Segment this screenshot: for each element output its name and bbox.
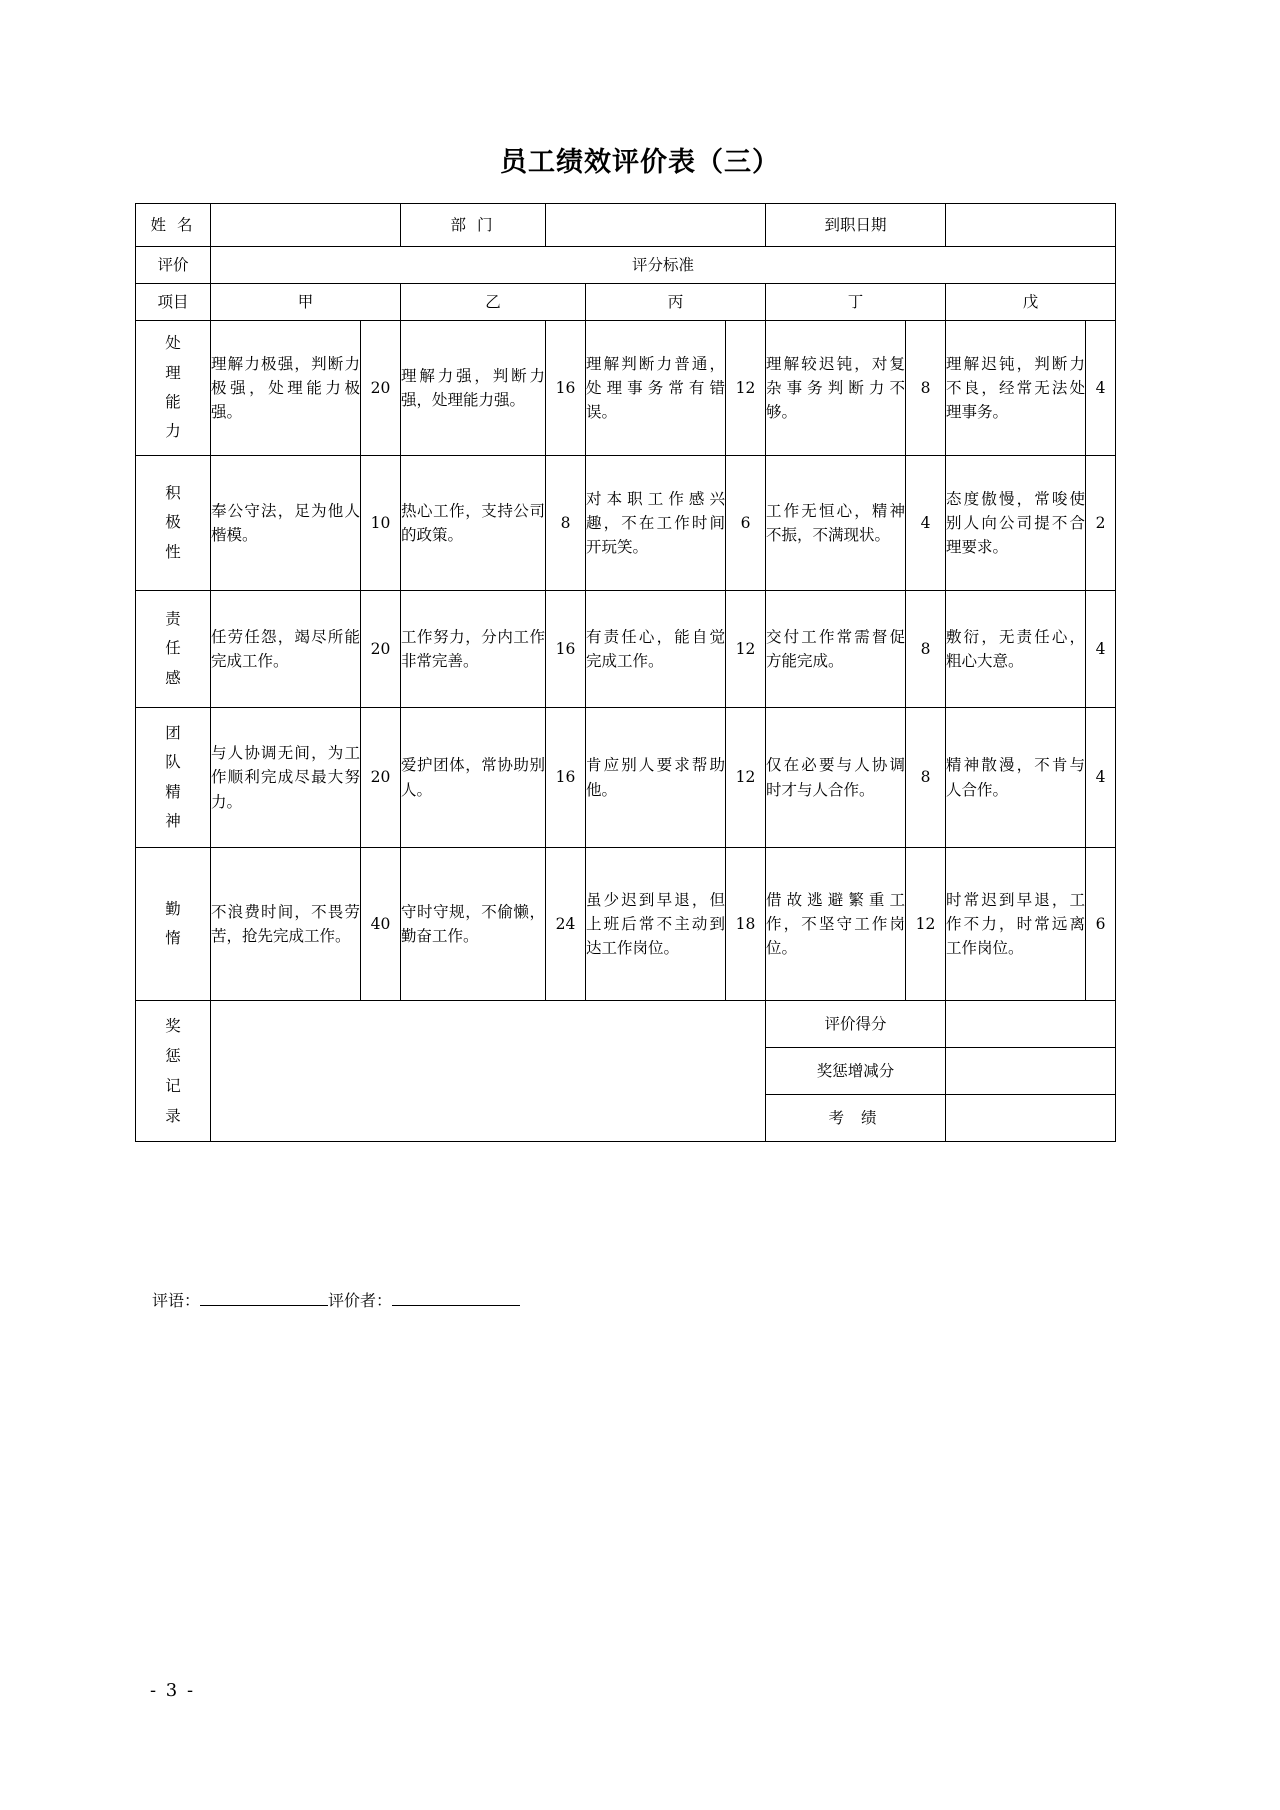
name-label: 姓 名 (136, 204, 211, 247)
identity-row (136, 204, 1116, 247)
criteria-text: 理解力极强，判断力极强，处理能力极强。 (211, 321, 361, 456)
criteria-score: 4 (906, 456, 946, 591)
grade-header-bing: 丙 (586, 284, 766, 321)
criteria-text: 工作努力，分内工作非常完善。 (401, 591, 546, 708)
evaluator-input[interactable] (392, 1288, 520, 1306)
reward-adjust-input[interactable] (946, 1048, 1116, 1095)
table-row (136, 321, 1116, 456)
comment-label: 评语： (152, 1291, 201, 1310)
evaluation-table (135, 203, 1116, 1142)
criteria-text: 与人协调无间，为工作顺利完成尽最大努力。 (211, 708, 361, 848)
evaluator-label: 评价者： (328, 1291, 393, 1310)
department-label: 部 门 (401, 204, 546, 247)
criteria-score: 18 (726, 848, 766, 1001)
item-stub-label: 项目 (136, 284, 211, 321)
item-label-3: 团 队 精 神 (136, 708, 211, 848)
criteria-text: 理解判断力普通，处理事务常有错误。 (586, 321, 726, 456)
reward-adjust-label: 奖惩增减分 (766, 1048, 946, 1095)
eval-stub-label: 评价 (136, 247, 211, 284)
item-label-2: 责 任 感 (136, 591, 211, 708)
criteria-score: 20 (361, 591, 401, 708)
criteria-text: 守时守规，不偷懒，勤奋工作。 (401, 848, 546, 1001)
name-input[interactable] (211, 204, 401, 247)
criteria-score: 8 (906, 591, 946, 708)
criteria-text: 任劳任怨，竭尽所能完成工作。 (211, 591, 361, 708)
criteria-text: 理解迟钝，判断力不良，经常无法处理事务。 (946, 321, 1086, 456)
page-number: - 3 - (150, 1680, 196, 1701)
table-row (136, 708, 1116, 848)
criteria-score: 12 (726, 708, 766, 848)
criteria-text: 爱护团体，常协助别人。 (401, 708, 546, 848)
criteria-score: 8 (546, 456, 586, 591)
criteria-score: 8 (906, 321, 946, 456)
reward-record-input[interactable] (211, 1001, 766, 1142)
criteria-text: 对本职工作感兴趣，不在工作时间开玩笑。 (586, 456, 726, 591)
final-grade-input[interactable] (946, 1095, 1116, 1142)
criteria-score: 8 (906, 708, 946, 848)
summary-row-1 (136, 1001, 1116, 1048)
grade-header-ding: 丁 (766, 284, 946, 321)
criteria-score: 20 (361, 708, 401, 848)
criteria-score: 16 (546, 321, 586, 456)
criteria-score: 16 (546, 708, 586, 848)
criteria-text: 有责任心，能自觉完成工作。 (586, 591, 726, 708)
criteria-score: 2 (1086, 456, 1116, 591)
criteria-text: 虽少迟到早退，但上班后常不主动到达工作岗位。 (586, 848, 726, 1001)
comment-input[interactable] (200, 1288, 328, 1306)
criteria-text: 敷衍，无责任心，粗心大意。 (946, 591, 1086, 708)
hire-date-input[interactable] (946, 204, 1116, 247)
grade-header-jia: 甲 (211, 284, 401, 321)
table-row (136, 848, 1116, 1001)
criteria-text: 理解较迟钝，对复杂事务判断力不够。 (766, 321, 906, 456)
table-row (136, 456, 1116, 591)
page-title: 员工绩效评价表（三） (500, 147, 780, 178)
eval-score-input[interactable] (946, 1001, 1116, 1048)
criteria-score: 4 (1086, 591, 1116, 708)
criteria-score: 12 (726, 591, 766, 708)
grade-header-row (136, 284, 1116, 321)
criteria-text: 肯应别人要求帮助他。 (586, 708, 726, 848)
criteria-score: 12 (906, 848, 946, 1001)
criteria-text: 工作无恒心，精神不振，不满现状。 (766, 456, 906, 591)
item-label-4: 勤 惰 (136, 848, 211, 1001)
criteria-text: 精神散漫，不肯与人合作。 (946, 708, 1086, 848)
final-grade-label: 考 绩 (766, 1095, 946, 1142)
criteria-score: 6 (1086, 848, 1116, 1001)
criteria-header-row (136, 247, 1116, 284)
grade-header-wu: 戊 (946, 284, 1116, 321)
criteria-score: 20 (361, 321, 401, 456)
department-input[interactable] (546, 204, 766, 247)
item-label-1: 积 极 性 (136, 456, 211, 591)
reward-record-label: 奖 惩 记 录 (136, 1001, 211, 1142)
criteria-text: 借故逃避繁重工作，不坚守工作岗位。 (766, 848, 906, 1001)
criteria-score: 40 (361, 848, 401, 1001)
criteria-text: 时常迟到早退，工作不力，时常远离工作岗位。 (946, 848, 1086, 1001)
criteria-text: 不浪费时间，不畏劳苦，抢先完成工作。 (211, 848, 361, 1001)
criteria-score: 24 (546, 848, 586, 1001)
criteria-score: 16 (546, 591, 586, 708)
footer-signature-line (152, 1288, 520, 1311)
criteria-score: 4 (1086, 708, 1116, 848)
item-label-0: 处 理 能 力 (136, 321, 211, 456)
criteria-text: 理解力强，判断力强，处理能力强。 (401, 321, 546, 456)
criteria-text: 热心工作，支持公司的政策。 (401, 456, 546, 591)
criteria-text: 奉公守法，足为他人楷模。 (211, 456, 361, 591)
table-row (136, 591, 1116, 708)
criteria-text: 态度傲慢，常唆使别人向公司提不合理要求。 (946, 456, 1086, 591)
hire-date-label: 到职日期 (766, 204, 946, 247)
criteria-score: 10 (361, 456, 401, 591)
criteria-score: 4 (1086, 321, 1116, 456)
grade-header-yi: 乙 (401, 284, 586, 321)
criteria-label: 评分标准 (211, 247, 1116, 284)
criteria-text: 仅在必要与人协调时才与人合作。 (766, 708, 906, 848)
eval-score-label: 评价得分 (766, 1001, 946, 1048)
criteria-text: 交付工作常需督促方能完成。 (766, 591, 906, 708)
criteria-score: 12 (726, 321, 766, 456)
criteria-score: 6 (726, 456, 766, 591)
